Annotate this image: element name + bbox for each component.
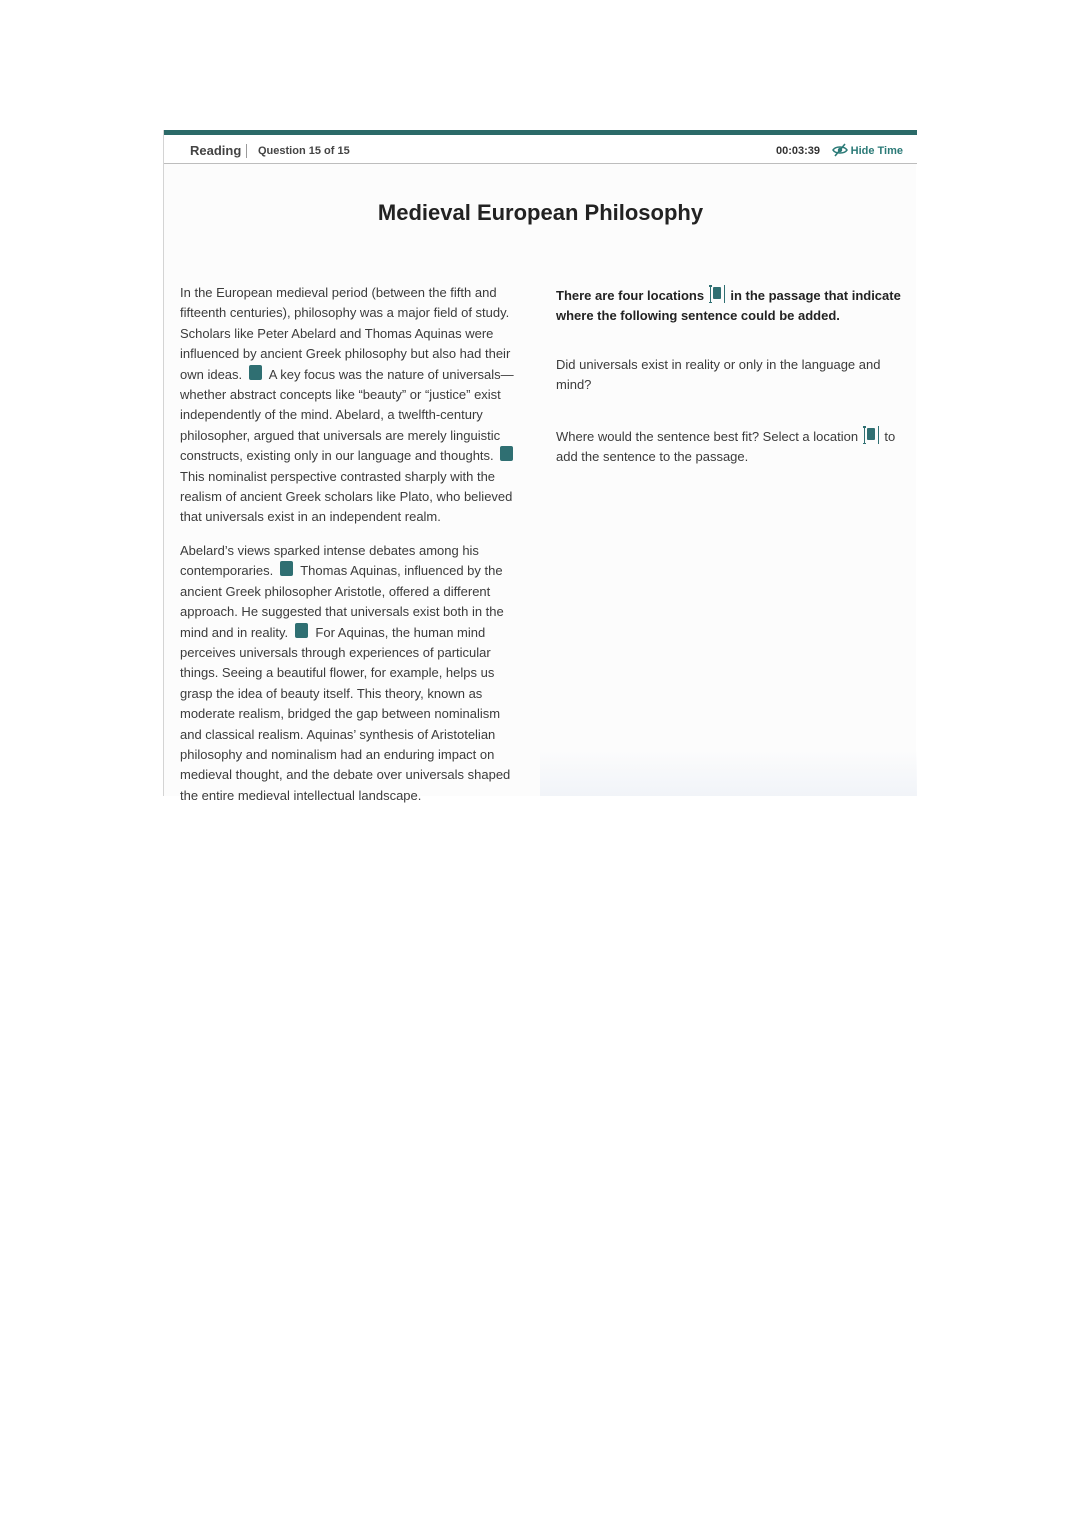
- square-marker-icon: [864, 426, 879, 444]
- insert-location-d[interactable]: [295, 623, 308, 638]
- insert-location-b[interactable]: [500, 446, 513, 461]
- passage-title: Medieval European Philosophy: [377, 200, 704, 225]
- insert-location-a[interactable]: [249, 365, 262, 380]
- question-counter: Question 15 of 15: [258, 145, 350, 157]
- passage-text: A key focus was the nature of universals—whether abstract concepts like “beauty” or “justice” exist independently of the mind. Abelard, a twelfth-century philosopher, argued that universals are merely linguistic constructs, existing only in our language and thoughts.: [180, 366, 514, 464]
- reading-passage: [180, 283, 525, 819]
- eye-slash-icon[interactable]: [832, 143, 848, 157]
- timer: 00:03:39: [775, 145, 820, 157]
- insert-location-c[interactable]: [280, 561, 293, 576]
- passage-paragraph-1: [180, 283, 525, 528]
- passage-text: In the European medieval period (between the fifth and fifteenth centuries), philosophy was a major field of study. Scholars like Peter Abelard and Thomas Aquinas were influenced by ancient Greek philosophy but also had their own ideas.: [180, 285, 511, 382]
- header-bar: [164, 135, 917, 164]
- passage-text: This nominalist perspective contrasted sharply with the realism of ancient Greek scholars like Plato, who believed that universals exist in an independent realm.: [180, 468, 513, 525]
- hide-time-button[interactable]: Hide Time: [850, 145, 903, 157]
- question-prompt: [556, 426, 906, 467]
- sentence-to-insert: Did universals exist in reality or only in the language and mind?: [556, 357, 881, 392]
- header-divider: [246, 144, 247, 158]
- passage-text: Abelard’s views sparked intense debates among his contemporaries.: [180, 542, 479, 579]
- prompt-text: Where would the sentence best fit? Select a location: [556, 429, 859, 444]
- instructions-text: There are four locations: [556, 288, 705, 303]
- test-screen: [163, 130, 916, 803]
- passage-text: Thomas Aquinas, influenced by the ancient Greek philosopher Aristotle, offered a different approach. He suggested that universals exist both in the mind and in reality.: [180, 563, 504, 640]
- bottom-toolbar-shade: [540, 750, 917, 796]
- passage-text: For Aquinas, the human mind perceives universals through experiences of particular things. Seeing a beautiful flower, for example, helps us grasp the idea of beauty itself. This theory, known as moderate realism, bridged the gap between nominalism and classical realism. Aquinas’ synthesis of Aristotelian philosophy and nominalism had an enduring impact on medieval thought, and the debate over universals shaped the entire medieval intellectual landscape.: [180, 624, 511, 803]
- passage-paragraph-2: [180, 541, 525, 806]
- prompt-text: to add the sentence to the passage.: [556, 429, 896, 464]
- question-panel: [556, 285, 906, 467]
- square-marker-icon: [710, 285, 725, 303]
- instructions-text: in the passage that indicate where the following sentence could be added.: [556, 288, 901, 323]
- question-instructions: [556, 285, 906, 326]
- section-label: Reading: [190, 143, 242, 158]
